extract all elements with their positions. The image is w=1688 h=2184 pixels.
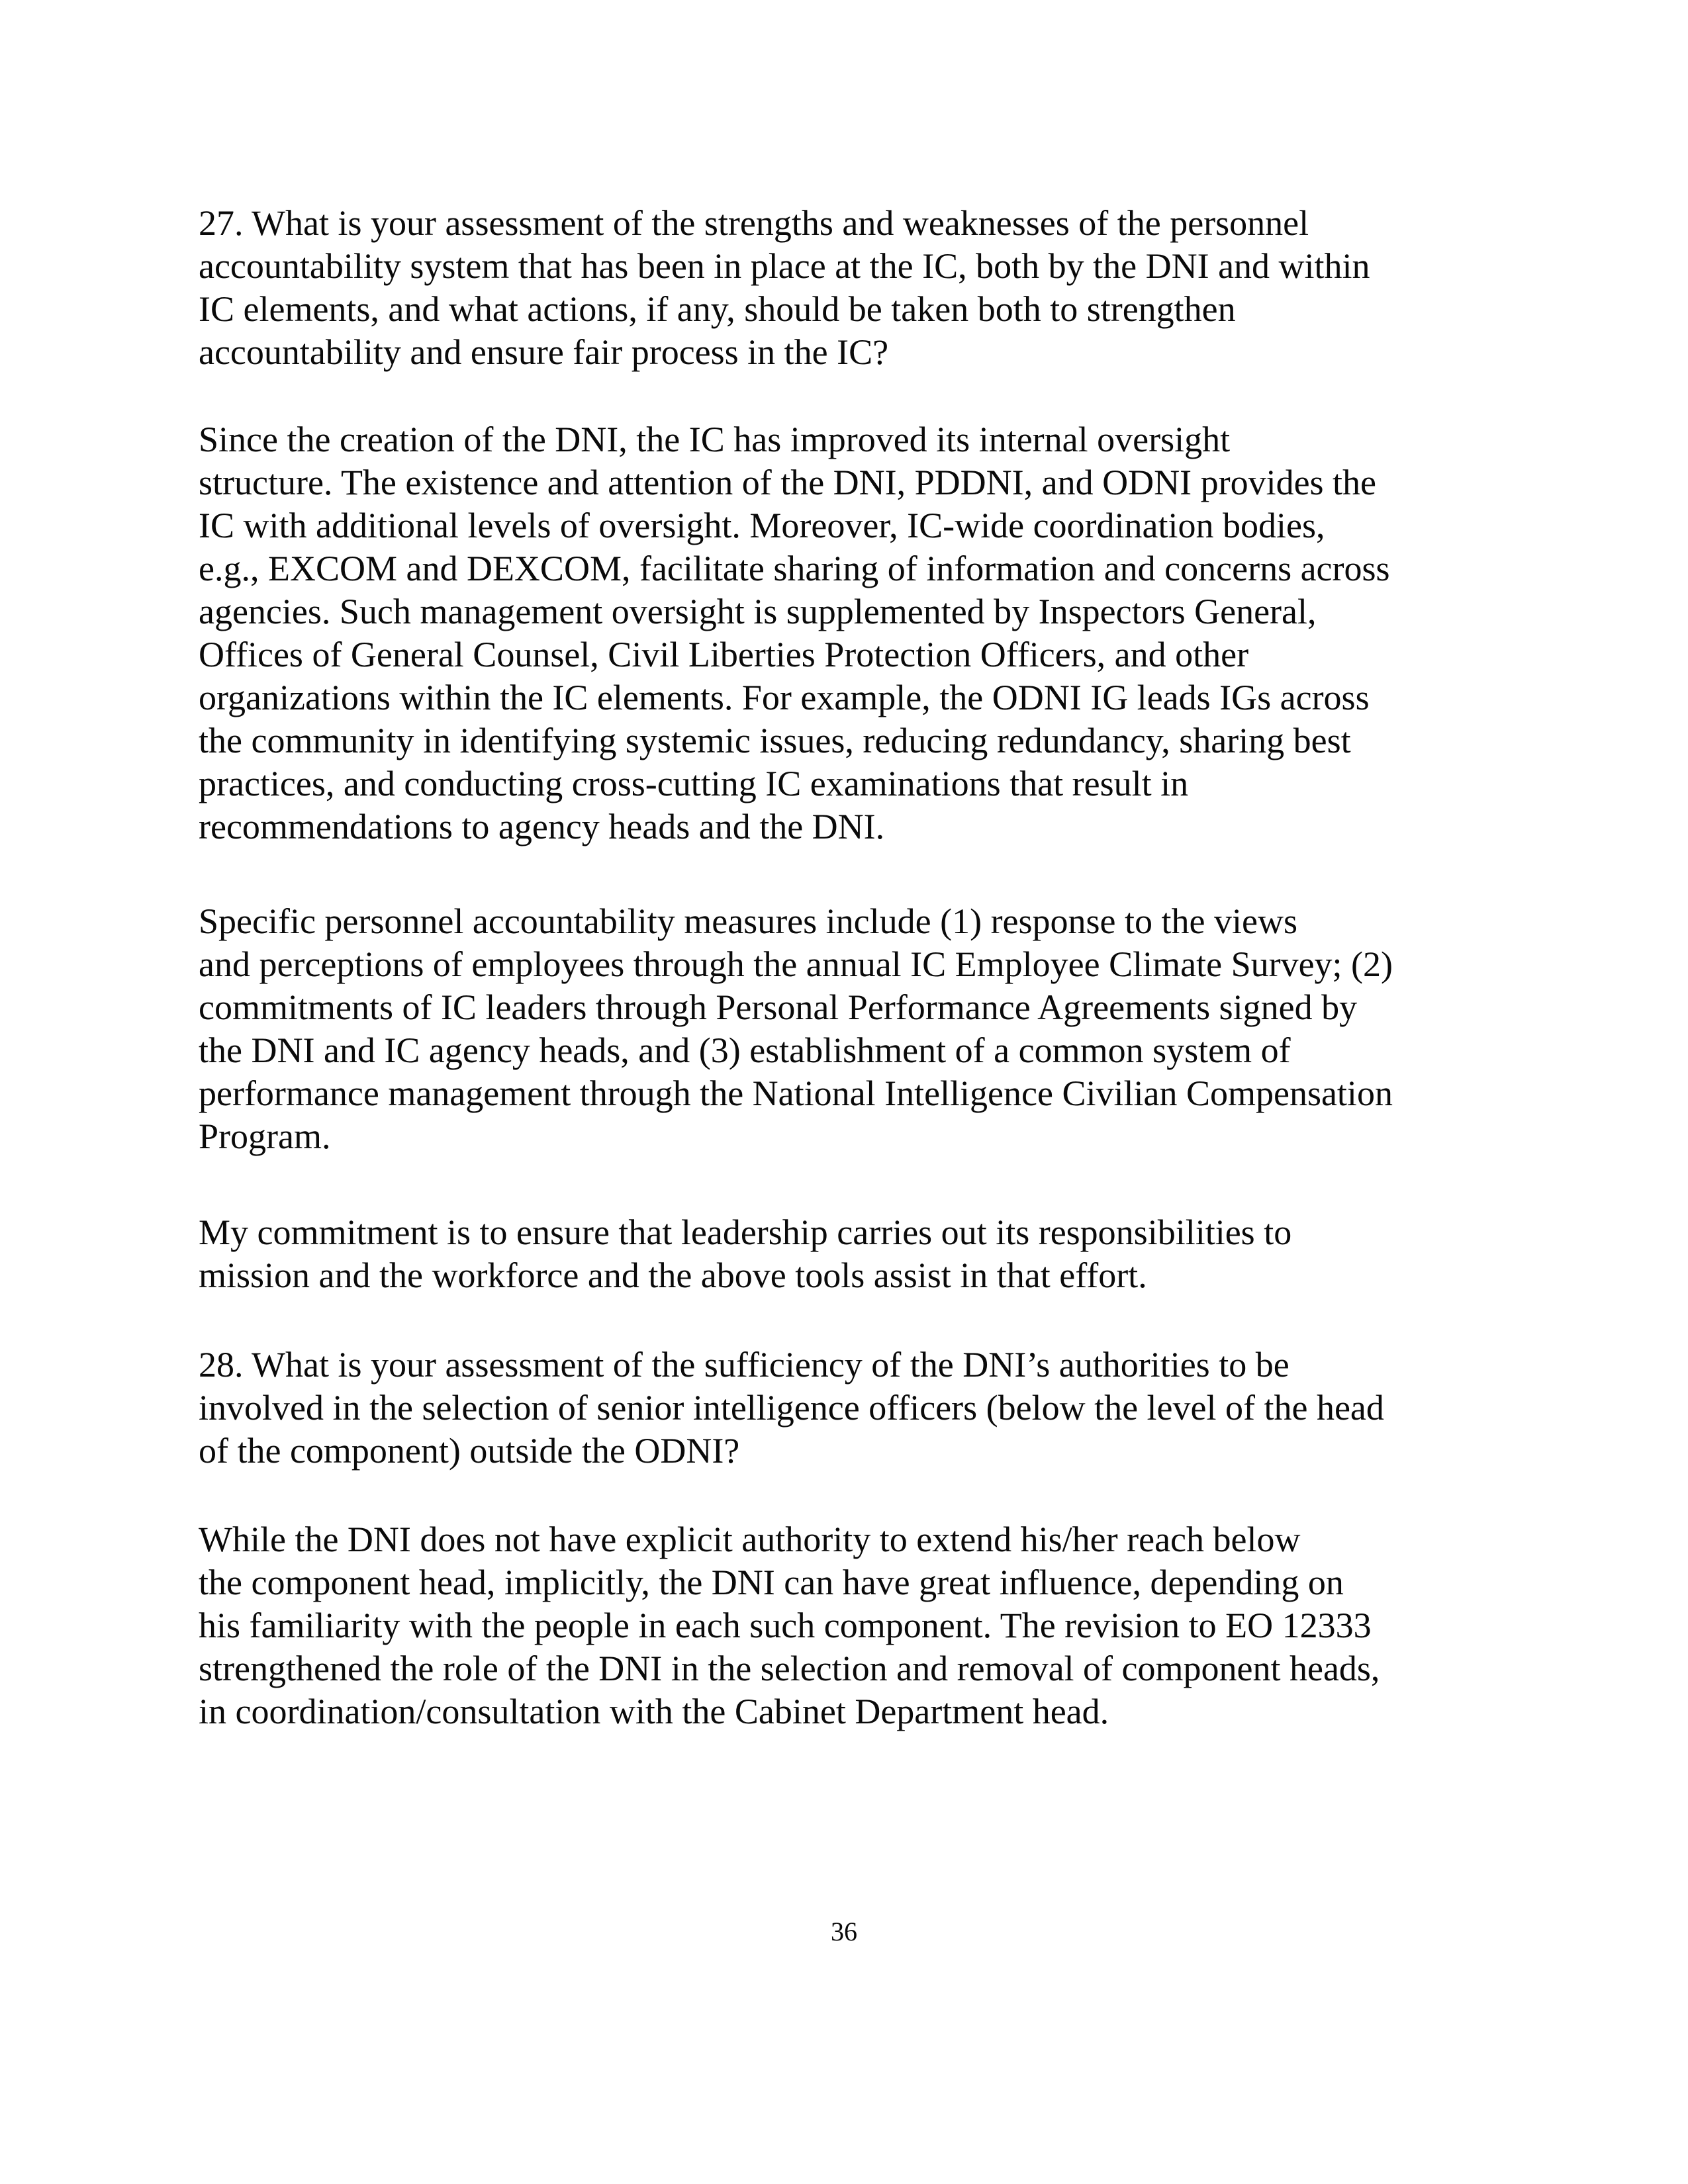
answer-27-paragraph-2: Specific personnel accountability measures include (1) response to the views and perceptions of employees through the annual IC Employee Climate Survey; (2) commitments of IC leaders through Personal Performance Agreements signed by the DNI and IC agency heads, and (3) establishment of a common system of performance management through the National Intelligence Civilian Compensation Program. [199, 901, 1393, 1156]
answer-27-paragraph-1: Since the creation of the DNI, the IC has improved its internal oversight structure. The existence and attention of the DNI, PDDNI, and ODNI provides the IC with additional levels of oversight. Moreover, IC-wide coordination bodies, e.g., EXCOM and DEXCOM, facilitate sharing of information and concerns across agencies. Such management oversight is supplemented by Inspectors General, Offices of General Counsel, Civil Liberties Protection Officers, and other organizations within the IC elements. For example, the ODNI IG leads IGs across the community in identifying systemic issues, reducing redundancy, sharing best practices, and conducting cross-cutting IC examinations that result in recommendations to agency heads and the DNI. [199, 420, 1390, 846]
answer-27-paragraph-3: My commitment is to ensure that leadership carries out its responsibilities to mission and the workforce and the above tools assist in that effort. [199, 1212, 1292, 1295]
question-28: 28. What is your assessment of the sufficiency of the DNI’s authorities to be involved in the selection of senior intelligence officers (below the level of the head of the component) outside the ODNI? [199, 1345, 1384, 1471]
question-27: 27. What is your assessment of the strengths and weaknesses of the personnel accountability system that has been in place at the IC, both by the DNI and within IC elements, and what actions, if any, should be taken both to strengthen accountability and ensure fair process in the IC? [199, 203, 1370, 372]
page-number: 36 [831, 1917, 857, 1946]
answer-28: While the DNI does not have explicit authority to extend his/her reach below the component head, implicitly, the DNI can have great influence, depending on his familiarity with the people in each such component. The revision to EO 12333 strengthened the role of the DNI in the selection and removal of component heads, in coordination/consultation with the Cabinet Department head. [199, 1520, 1380, 1731]
